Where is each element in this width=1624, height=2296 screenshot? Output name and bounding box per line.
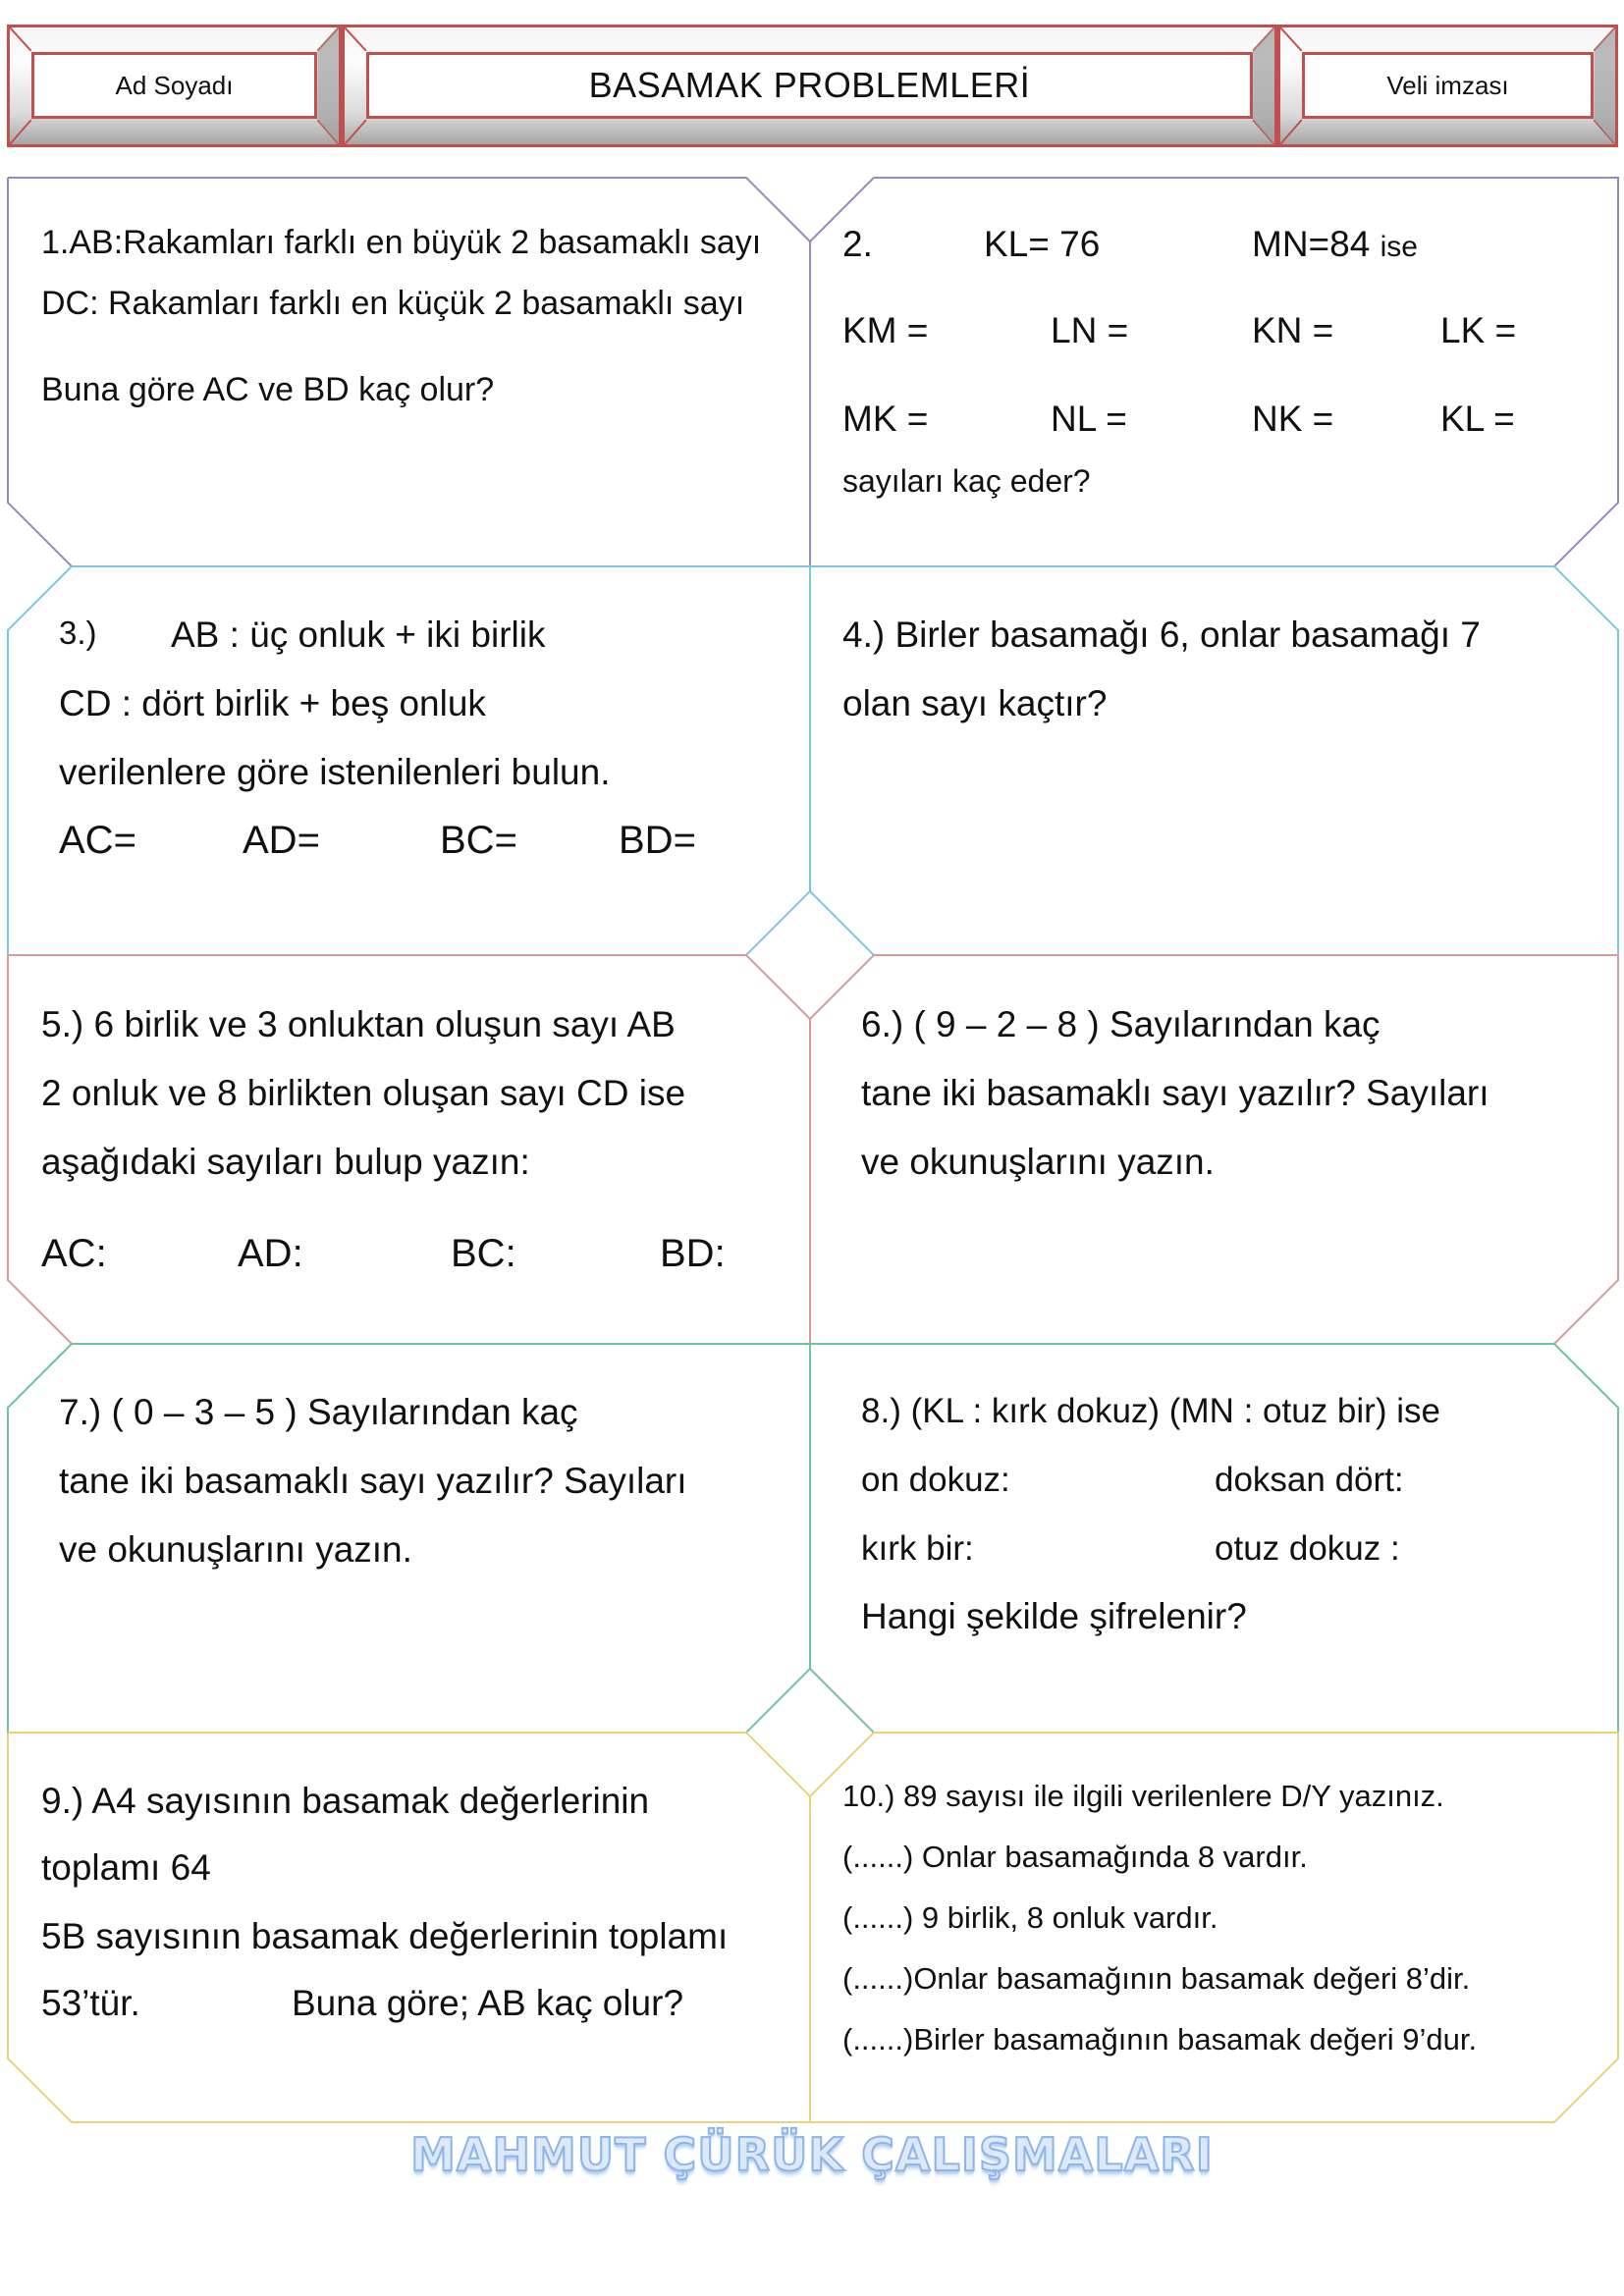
question-8-item-otuz-dokuz: otuz dokuz : bbox=[1215, 1529, 1400, 1568]
question-2-given-suffix: ise bbox=[1380, 231, 1418, 263]
question-2-expr-nk: NK = bbox=[1252, 399, 1334, 439]
footer-credit: MAHMUT ÇÜRÜK ÇALIŞMALARI bbox=[410, 2128, 1214, 2181]
question-8-item-kirk-bir: kırk bir: bbox=[861, 1529, 974, 1568]
question-10-statement: (......)Onlar basamağının basamak değeri 8’dir. bbox=[842, 1961, 1471, 1996]
question-3-answer-ad: AD= bbox=[243, 819, 320, 862]
question-1-line-1: 1.AB:Rakamları farklı en büyük 2 basamaklı sayı bbox=[41, 224, 762, 261]
question-7-line-2: tane iki basamaklı sayı yazılır? Sayıları bbox=[59, 1461, 687, 1501]
question-3-line-1: AB : üç onluk + iki birlik bbox=[171, 614, 546, 655]
question-5-line-1: 5.) 6 birlik ve 3 onluktan oluşun sayı AB bbox=[41, 1004, 676, 1044]
question-8-line-1: 8.) (KL : kırk dokuz) (MN : otuz bir) ise bbox=[861, 1392, 1440, 1430]
question-2-expr-mk: MK = bbox=[842, 399, 929, 439]
question-9-line-4-right: Buna göre; AB kaç olur? bbox=[292, 1983, 684, 2023]
question-3-answer-bd: BD= bbox=[619, 819, 696, 862]
question-1-line-3: Buna göre AC ve BD kaç olur? bbox=[41, 371, 495, 408]
question-10-statement: (......) Onlar basamağında 8 vardır. bbox=[842, 1840, 1308, 1874]
question-10-statement: (......)Birler basamağının basamak değeri 9’dur. bbox=[842, 2022, 1478, 2056]
question-9-line-2: toplamı 64 bbox=[41, 1847, 211, 1888]
question-5-line-2: 2 onluk ve 8 birlikten oluşan sayı CD ise bbox=[41, 1073, 686, 1113]
question-1-line-2: DC: Rakamları farklı en küçük 2 basamaklı sayı bbox=[41, 285, 745, 322]
question-9-line-1: 9.) A4 sayısının basamak değerlerinin bbox=[41, 1781, 650, 1821]
question-2-number: 2. bbox=[842, 224, 873, 264]
question-2-expr-kl: KL = bbox=[1440, 399, 1515, 439]
question-8-item-doksan-dort: doksan dört: bbox=[1215, 1461, 1404, 1499]
question-6-line-1: 6.) ( 9 – 2 – 8 ) Sayılarından kaç bbox=[861, 1004, 1380, 1044]
question-7-line-1: 7.) ( 0 – 3 – 5 ) Sayılarından kaç bbox=[59, 1392, 578, 1432]
question-5-answer-bd: BD: bbox=[660, 1232, 726, 1275]
question-2-expr-km: KM = bbox=[842, 310, 929, 350]
question-4-line-1: 4.) Birler basamağı 6, onlar basamağı 7 bbox=[842, 614, 1481, 655]
page-title: BASAMAK PROBLEMLERİ bbox=[366, 52, 1253, 119]
signature-label: Veli imzası bbox=[1302, 52, 1594, 119]
question-6-line-2: tane iki basamaklı sayı yazılır? Sayıları bbox=[861, 1073, 1489, 1113]
question-2-expr-kn: KN = bbox=[1252, 310, 1334, 350]
question-7-line-3: ve okunuşlarını yazın. bbox=[59, 1529, 412, 1570]
question-9-line-3: 5B sayısının basamak değerlerinin toplamı bbox=[41, 1916, 729, 1956]
question-5-answer-bc: BC: bbox=[451, 1232, 516, 1275]
question-9-line-4-left: 53’tür. bbox=[41, 1983, 140, 2023]
question-6-line-3: ve okunuşlarını yazın. bbox=[861, 1142, 1215, 1182]
question-10-statement: (......) 9 birlik, 8 onluk vardır. bbox=[842, 1900, 1218, 1935]
question-3-line-3: verilenlere göre istenilenleri bulun. bbox=[59, 752, 611, 792]
question-4-line-2: olan sayı kaçtır? bbox=[842, 683, 1108, 723]
question-2-given-mn bbox=[1252, 226, 1418, 262]
question-3-answer-ac: AC= bbox=[59, 819, 136, 862]
question-2-expr-ln: LN = bbox=[1051, 310, 1129, 350]
question-5-answer-ad: AD: bbox=[238, 1232, 303, 1275]
question-2-closing: sayıları kaç eder? bbox=[842, 463, 1091, 499]
question-5-line-3: aşağıdaki sayıları bulup yazın: bbox=[41, 1142, 530, 1182]
question-2-given-kl: KL= 76 bbox=[984, 224, 1101, 264]
question-5-answer-ac: AC: bbox=[41, 1232, 107, 1275]
name-label: Ad Soyadı bbox=[31, 52, 317, 119]
question-2-expr-nl: NL = bbox=[1051, 399, 1127, 439]
question-8-closing: Hangi şekilde şifrelenir? bbox=[861, 1596, 1247, 1636]
question-3-number: 3.) bbox=[59, 614, 97, 651]
question-3-answer-bc: BC= bbox=[440, 819, 517, 862]
cell-border-right-row-1 bbox=[810, 178, 1618, 566]
question-10-title: 10.) 89 sayısı ile ilgili verilenlere D/Y yazınız. bbox=[842, 1779, 1444, 1813]
question-3-line-2: CD : dört birlik + beş onluk bbox=[59, 683, 486, 723]
question-2-expr-lk: LK = bbox=[1440, 310, 1517, 350]
question-8-item-on-dokuz: on dokuz: bbox=[861, 1461, 1010, 1499]
question-2-given-mn-value: MN=84 bbox=[1252, 224, 1371, 264]
